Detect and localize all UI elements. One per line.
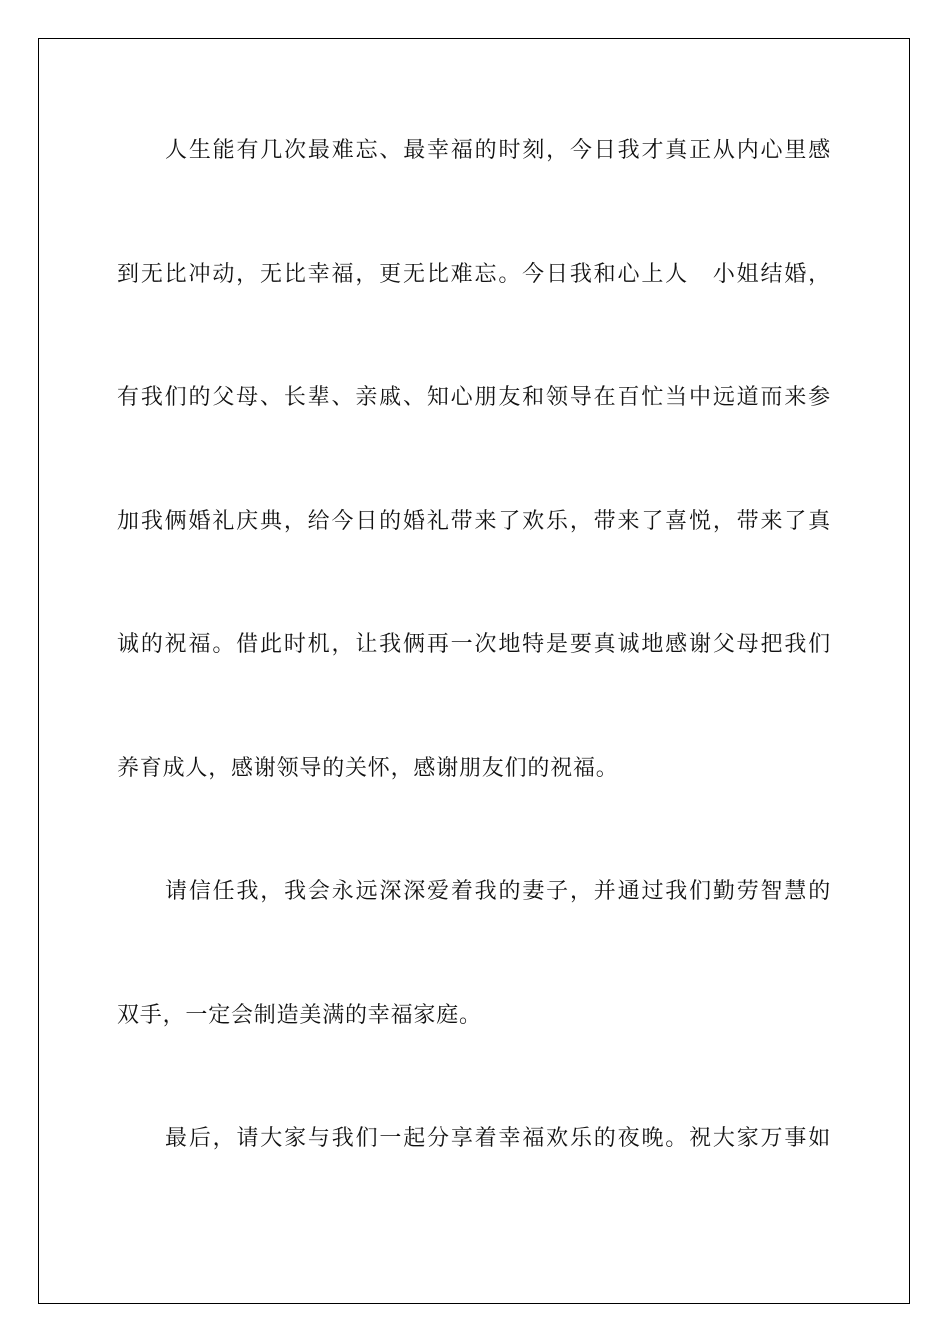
page-border <box>38 38 910 1304</box>
text-line: 最后，请大家与我们一起分享着幸福欢乐的夜晚。祝大家万事如 <box>165 1126 831 1151</box>
text-line: 诚的祝福。借此时机，让我俩再一次地特是要真诚地感谢父母把我们 <box>117 632 831 657</box>
text-line: 双手，一定会制造美满的幸福家庭。 <box>117 1003 482 1028</box>
text-line: 养育成人，感谢领导的关怀，感谢朋友们的祝福。 <box>117 756 619 781</box>
text-line: 加我俩婚礼庆典，给今日的婚礼带来了欢乐，带来了喜悦，带来了真 <box>117 509 831 534</box>
text-line: 有我们的父母、长辈、亲戚、知心朋友和领导在百忙当中远道而来参 <box>117 385 831 410</box>
text-line: 请信任我，我会永远深深爱着我的妻子，并通过我们勤劳智慧的 <box>165 879 831 904</box>
text-line: 人生能有几次最难忘、最幸福的时刻，今日我才真正从内心里感 <box>165 138 831 163</box>
text-line: 到无比冲动，无比幸福，更无比难忘。今日我和心上人 小姐结婚， <box>117 262 831 287</box>
